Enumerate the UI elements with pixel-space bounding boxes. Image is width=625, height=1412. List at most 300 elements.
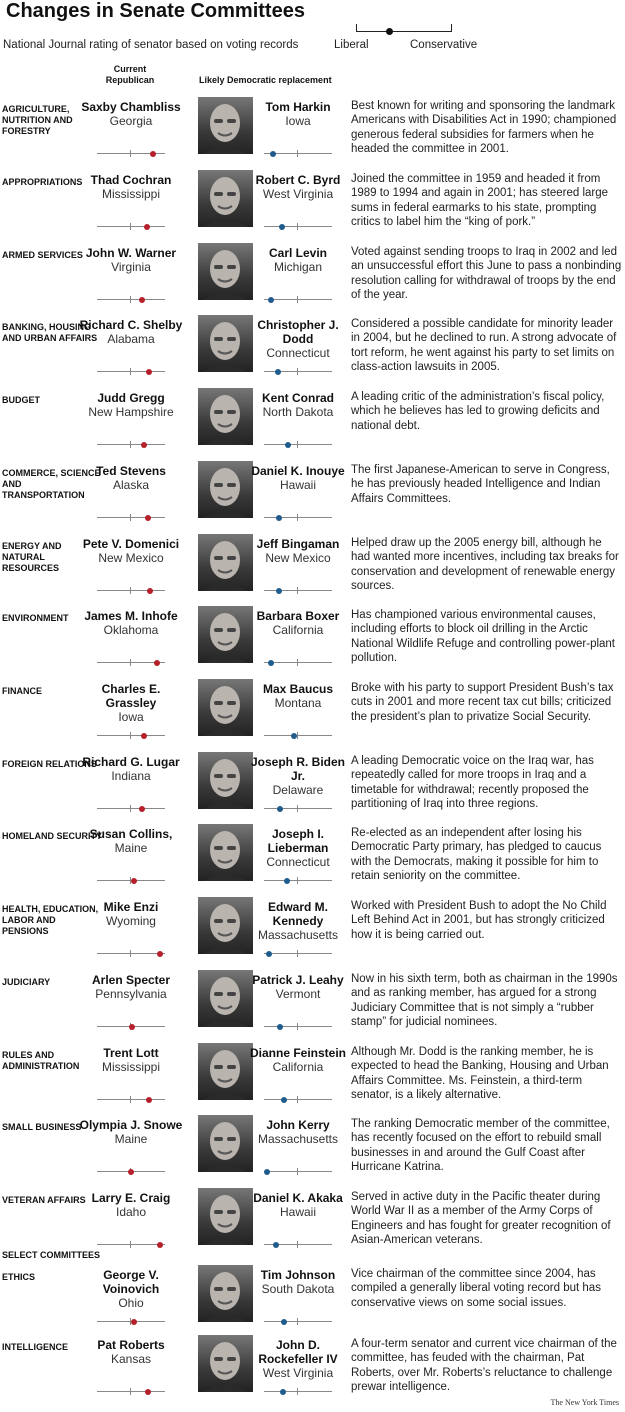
scale-line: [264, 1026, 332, 1027]
legend-dot: [386, 28, 393, 35]
senator-name: Tom Harkin: [265, 100, 331, 114]
dem-rating-scale: [264, 732, 332, 740]
republican-senator: [76, 318, 186, 346]
senator-state: West Virginia: [262, 1366, 334, 1380]
scale-midpoint: [130, 805, 131, 812]
scale-midpoint: [130, 150, 131, 157]
senator-state: New Hampshire: [88, 405, 174, 419]
democratic-senator: [243, 755, 353, 797]
subtitle: National Journal rating of senator based on voting records: [3, 39, 299, 51]
dem-rating-scale: [264, 877, 332, 885]
dem-rating-scale: [264, 950, 332, 958]
replacement-description: Worked with President Bush to adopt the No Child Left Behind Act in 2001, but has strongly criticized how it is being carried out.: [351, 900, 607, 941]
democratic-senator: [243, 609, 353, 637]
dem-rating-scale: [264, 1023, 332, 1031]
rep-rating-scale: [97, 1096, 165, 1104]
committee-name: COMMERCE, SCIENCE AND TRANSPORTATION: [2, 468, 101, 500]
senator-name: John Kerry: [266, 1118, 330, 1132]
senator-name: Robert C. Byrd: [255, 173, 341, 187]
legend-line: [356, 31, 451, 32]
committee-name: SMALL BUSINESS: [2, 1122, 82, 1132]
scale-line: [97, 1244, 165, 1245]
democratic-senator: [243, 318, 353, 360]
replacement-description: Served in active duty in the Pacific theater during World War II as a member of the Army Corps of Engineers and has fought for greater recognition of Asian-American veterans.: [351, 1191, 611, 1247]
scale-midpoint: [130, 587, 131, 594]
rep-rating-dot: [145, 515, 151, 521]
scale-line: [264, 880, 332, 881]
scale-midpoint: [297, 441, 298, 448]
democratic-senator: [243, 900, 353, 942]
rep-rating-scale: [97, 659, 165, 667]
committee-row: [0, 102, 625, 174]
senator-name: Richard C. Shelby: [79, 318, 183, 332]
rep-rating-scale: [97, 732, 165, 740]
replacement-description: Joined the committee in 1959 and headed it from 1989 to 1994 and again in 2001; has steered large sums in federal earmarks to his state, prompting critics to label him the “king of pork.”: [351, 173, 609, 229]
senator-state: Oklahoma: [103, 623, 159, 637]
senator-state: Ohio: [118, 1296, 144, 1310]
replacement-description: Now in his sixth term, both as chairman in the 1990s and as ranking member, has argued for a strong Judiciary Committee that is not simply a “rubber stamp” for judicial nominees.: [351, 973, 618, 1029]
scale-line: [97, 1391, 165, 1392]
replacement-description: Re-elected as an independent after losing his Democratic Party primary, has pledged to caucus with the Democrats, making it possible for him to retain seniority on the committee.: [351, 827, 602, 883]
senator-name: Mike Enzi: [103, 900, 159, 914]
scale-line: [264, 808, 332, 809]
scale-midpoint: [297, 223, 298, 230]
democratic-senator: [243, 1046, 353, 1074]
senator-state: Delaware: [272, 783, 324, 797]
dem-rating-scale: [264, 1096, 332, 1104]
republican-senator: [76, 1046, 186, 1074]
scale-midpoint: [297, 1096, 298, 1103]
scale-line: [97, 590, 165, 591]
replacement-description: The first Japanese-American to serve in Congress, he has previously headed Intelligence and Indian Affairs Committees.: [351, 464, 610, 505]
rep-rating-scale: [97, 1241, 165, 1249]
scale-line: [97, 226, 165, 227]
dem-rating-dot: [273, 1242, 279, 1248]
scale-line: [264, 1099, 332, 1100]
senator-state: Wyoming: [106, 914, 156, 928]
committee-name: INTELLIGENCE: [2, 1342, 69, 1352]
dem-rating-scale: [264, 223, 332, 231]
senator-name: James M. Inhofe: [84, 609, 178, 623]
senator-name: Max Baucus: [262, 682, 334, 696]
scale-midpoint: [297, 659, 298, 666]
republican-senator: [76, 391, 186, 419]
senator-name: Barbara Boxer: [256, 609, 340, 623]
rep-rating-scale: [97, 587, 165, 595]
legend-liberal-label: Liberal: [334, 39, 369, 51]
senator-name: Ted Stevens: [96, 464, 166, 478]
rep-rating-dot: [141, 733, 147, 739]
senator-state: Hawaii: [279, 1205, 316, 1219]
dem-rating-scale: [264, 150, 332, 158]
rep-rating-dot: [150, 151, 156, 157]
committee-row: [0, 466, 625, 538]
scale-line: [264, 590, 332, 591]
rep-rating-scale: [97, 514, 165, 522]
dem-rating-dot: [291, 733, 297, 739]
rep-rating-dot: [131, 878, 137, 884]
section-label-select-committees: SELECT COMMITTEES: [2, 1250, 101, 1260]
dem-rating-scale: [264, 296, 332, 304]
senator-state: Alaska: [112, 478, 150, 492]
scale-midpoint: [297, 296, 298, 303]
senator-state: Indiana: [111, 769, 151, 783]
committee-name: AGRICULTURE, NUTRITION AND FORESTRY: [2, 104, 73, 136]
republican-senator: [76, 900, 186, 928]
rep-rating-dot: [157, 951, 163, 957]
committee-row: [0, 1120, 625, 1192]
rep-rating-dot: [129, 1024, 135, 1030]
senator-state: Pennsylvania: [95, 987, 167, 1001]
scale-line: [264, 517, 332, 518]
scale-midpoint: [130, 732, 131, 739]
rep-rating-dot: [141, 442, 147, 448]
committee-name: HEALTH, EDUCATION, LABOR AND PENSIONS: [2, 904, 99, 936]
senator-state: Iowa: [118, 710, 144, 724]
scale-midpoint: [297, 514, 298, 521]
committee-row: [0, 829, 625, 901]
republican-senator: [76, 682, 186, 724]
democratic-senator: [243, 100, 353, 128]
scale-line: [264, 1321, 332, 1322]
senator-name: Judd Gregg: [97, 391, 165, 405]
scale-line: [97, 1099, 165, 1100]
scale-midpoint: [130, 1096, 131, 1103]
senator-name: Daniel K. Akaka: [253, 1191, 343, 1205]
dem-rating-dot: [270, 151, 276, 157]
replacement-description: The ranking Democratic member of the committee, has recently focused on the effort to rebuild small businesses in and around the Gulf Coast after Hurricane Katrina.: [351, 1118, 610, 1174]
dem-rating-dot: [264, 1169, 270, 1175]
rep-rating-dot: [146, 369, 152, 375]
committee-name: APPROPRIATIONS: [2, 177, 83, 187]
democratic-senator: [243, 1338, 353, 1380]
rep-rating-scale: [97, 223, 165, 231]
rep-rating-dot: [139, 806, 145, 812]
senator-state: Idaho: [115, 1205, 147, 1219]
dem-rating-scale: [264, 441, 332, 449]
republican-senator: [76, 173, 186, 201]
dem-rating-scale: [264, 1318, 332, 1326]
dem-rating-dot: [281, 1319, 287, 1325]
replacement-description: Voted against sending troops to Iraq in 2002 and led an unsuccessful effort this June to pass a nonbinding resolution calling for withdrawal of troops by the end of the year.: [351, 246, 622, 302]
scale-midpoint: [130, 950, 131, 957]
dem-rating-dot: [268, 297, 274, 303]
rep-rating-scale: [97, 150, 165, 158]
senator-name: Trent Lott: [103, 1046, 159, 1060]
senator-state: Maine: [114, 1132, 148, 1146]
republican-senator: [76, 1118, 186, 1146]
scale-midpoint: [297, 805, 298, 812]
senator-name: Kent Conrad: [262, 391, 334, 405]
rep-rating-scale: [97, 441, 165, 449]
scale-line: [97, 299, 165, 300]
scale-line: [264, 226, 332, 227]
scale-midpoint: [297, 1318, 298, 1325]
dem-rating-scale: [264, 659, 332, 667]
scale-midpoint: [297, 877, 298, 884]
senator-name: John D. Rockefeller IV: [258, 1338, 338, 1366]
rep-rating-scale: [97, 1023, 165, 1031]
senator-name: George V. Voinovich: [102, 1268, 160, 1296]
committee-name: FINANCE: [2, 686, 42, 696]
senator-name: Dianne Feinstein: [249, 1046, 347, 1060]
scale-midpoint: [297, 732, 298, 739]
dem-rating-scale: [264, 514, 332, 522]
replacement-description: Although Mr. Dodd is the ranking member, he is expected to head the Banking, Housing and Urban Affairs Committee. Ms. Feinstein, a third-term senator, is a likely alternative.: [351, 1046, 609, 1102]
democratic-senator: [243, 464, 353, 492]
democratic-senator: [243, 1268, 353, 1296]
senator-name: Joseph I. Lieberman: [267, 827, 329, 855]
scale-midpoint: [130, 296, 131, 303]
senator-name: Jeff Bingaman: [256, 537, 340, 551]
scale-midpoint: [297, 368, 298, 375]
scale-midpoint: [130, 368, 131, 375]
senator-state: Hawaii: [279, 478, 316, 492]
senator-state: North Dakota: [262, 405, 334, 419]
democratic-senator: [243, 173, 353, 201]
scale-midpoint: [130, 514, 131, 521]
scale-midpoint: [130, 223, 131, 230]
committee-row: [0, 539, 625, 611]
senator-state: South Dakota: [261, 1282, 335, 1296]
committee-row: [0, 611, 625, 683]
rep-rating-scale: [97, 877, 165, 885]
democratic-senator: [243, 827, 353, 869]
senator-state: Mississippi: [101, 1060, 160, 1074]
committee-row: [0, 175, 625, 247]
scale-line: [264, 1171, 332, 1172]
scale-midpoint: [130, 1241, 131, 1248]
scale-midpoint: [297, 1168, 298, 1175]
scale-line: [264, 735, 332, 736]
dem-rating-dot: [284, 878, 290, 884]
senator-state: New Mexico: [265, 551, 331, 565]
legend-tick-right: [451, 24, 452, 32]
committee-name: JUDICIARY: [2, 977, 51, 987]
senator-state: Maine: [114, 841, 148, 855]
replacement-description: A leading critic of the administration’s fiscal policy, which he believes has led to growing deficits and national debt.: [351, 391, 605, 432]
senator-state: Connecticut: [266, 346, 330, 360]
senator-name: Susan Collins,: [89, 827, 173, 841]
republican-senator: [76, 1338, 186, 1366]
replacement-description: Considered a possible candidate for minority leader in 2004, but he declined to run. A strong advocate of tort reform, he went against his party to set limits on class-action lawsuits in 2005.: [351, 318, 617, 374]
scale-midpoint: [297, 1023, 298, 1030]
republican-senator: [76, 464, 186, 492]
dem-rating-dot: [275, 369, 281, 375]
scale-line: [97, 953, 165, 954]
senator-state: Massachusetts: [257, 1132, 339, 1146]
senator-name: Patrick J. Leahy: [252, 973, 344, 987]
committee-row: [0, 1340, 625, 1412]
credit-line: The New York Times: [550, 1398, 619, 1407]
rep-rating-scale: [97, 1318, 165, 1326]
senator-state: Iowa: [285, 114, 311, 128]
rep-rating-dot: [145, 1389, 151, 1395]
committee-row: [0, 1048, 625, 1120]
rep-rating-scale: [97, 950, 165, 958]
senator-state: Alabama: [107, 332, 155, 346]
rep-rating-dot: [146, 1097, 152, 1103]
republican-senator: [76, 609, 186, 637]
senator-name: Saxby Chambliss: [81, 100, 181, 114]
replacement-description: A four-term senator and current vice chairman of the committee, has feuded with the chairman, Pat Roberts, over Mr. Roberts’s reluctance to challenge prewar intelligence.: [351, 1338, 617, 1394]
republican-senator: [76, 537, 186, 565]
legend-tick-left: [356, 24, 357, 32]
senator-state: Vermont: [275, 987, 321, 1001]
committee-name: ETHICS: [2, 1272, 36, 1282]
scale-midpoint: [297, 950, 298, 957]
committee-row: [0, 320, 625, 392]
rep-rating-scale: [97, 368, 165, 376]
senator-name: Larry E. Craig: [91, 1191, 171, 1205]
senator-state: Connecticut: [266, 855, 330, 869]
rep-rating-dot: [147, 588, 153, 594]
scale-line: [97, 371, 165, 372]
dem-rating-dot: [281, 1097, 287, 1103]
senator-name: Joseph R. Biden Jr.: [250, 755, 345, 783]
dem-rating-dot: [268, 660, 274, 666]
scale-line: [264, 299, 332, 300]
senator-name: Thad Cochran: [90, 173, 172, 187]
replacement-description: Best known for writing and sponsoring the landmark Americans with Disabilities Act in 1990; championed generous federal subsidies for farmers when he headed the committee in 2001.: [351, 100, 617, 156]
dem-rating-dot: [266, 951, 272, 957]
dem-rating-scale: [264, 1241, 332, 1249]
democratic-senator: [243, 391, 353, 419]
senator-name: Christopher J. Dodd: [257, 318, 339, 346]
rep-rating-scale: [97, 805, 165, 813]
senator-state: West Virginia: [262, 187, 334, 201]
scale-line: [264, 953, 332, 954]
scale-line: [264, 444, 332, 445]
committee-row: [0, 975, 625, 1047]
senator-name: John W. Warner: [85, 246, 177, 260]
committee-name: FOREIGN RELATIONS: [2, 759, 97, 769]
committee-row: [0, 393, 625, 465]
committee-row: [0, 902, 625, 974]
republican-senator: [76, 827, 186, 855]
replacement-description: Has championed various environmental causes, including efforts to block oil drilling in the Arctic National Wildlife Refuge and controlling power-plant pollution.: [351, 609, 616, 665]
dem-rating-dot: [280, 1389, 286, 1395]
senator-name: Pat Roberts: [97, 1338, 165, 1352]
senator-name: Arlen Specter: [91, 973, 171, 987]
scale-midpoint: [130, 441, 131, 448]
scale-midpoint: [297, 1241, 298, 1248]
senator-state: Massachusetts: [257, 928, 339, 942]
page-title: Changes in Senate Committees: [6, 0, 305, 22]
senator-name: Charles E. Grassley: [101, 682, 161, 710]
dem-rating-dot: [285, 442, 291, 448]
scale-midpoint: [297, 1388, 298, 1395]
republican-senator: [76, 100, 186, 128]
rep-rating-scale: [97, 296, 165, 304]
scale-midpoint: [130, 1388, 131, 1395]
republican-senator: [76, 246, 186, 274]
democratic-senator: [243, 1118, 353, 1146]
democratic-senator: [243, 682, 353, 710]
democratic-senator: [243, 537, 353, 565]
senator-name: Edward M. Kennedy: [267, 900, 328, 928]
democratic-senator: [243, 1191, 353, 1219]
democratic-senator: [243, 973, 353, 1001]
dem-rating-dot: [276, 515, 282, 521]
scale-line: [264, 662, 332, 663]
scale-midpoint: [297, 150, 298, 157]
senator-state: Kansas: [110, 1352, 152, 1366]
rep-rating-dot: [157, 1242, 163, 1248]
scale-line: [97, 444, 165, 445]
dem-rating-dot: [279, 224, 285, 230]
dem-rating-dot: [277, 806, 283, 812]
rep-rating-dot: [131, 1319, 137, 1325]
committee-name: ARMED SERVICES: [2, 250, 83, 260]
column-header-democrat: Likely Democratic replacement: [199, 75, 332, 85]
senator-state: Mississippi: [101, 187, 160, 201]
replacement-description: Broke with his party to support President Bush’s tax cuts in 2001 and more recent tax cut bills; criticized the president’s plan to privatize Social Security.: [351, 682, 614, 723]
committee-name: HOMELAND SECURITY: [2, 831, 103, 841]
senator-state: Montana: [274, 696, 322, 710]
rep-rating-scale: [97, 1388, 165, 1396]
scale-line: [97, 735, 165, 736]
dem-rating-scale: [264, 1388, 332, 1396]
rep-rating-dot: [128, 1169, 134, 1175]
senator-name: Olympia J. Snowe: [79, 1118, 183, 1132]
dem-rating-scale: [264, 1168, 332, 1176]
committee-name: ENERGY AND NATURAL RESOURCES: [2, 541, 62, 573]
committee-row: [0, 1270, 625, 1342]
committee-row: [0, 684, 625, 756]
scale-line: [97, 808, 165, 809]
scale-line: [264, 1391, 332, 1392]
dem-rating-scale: [264, 587, 332, 595]
senator-name: Daniel K. Inouye: [251, 464, 345, 478]
senator-state: California: [272, 623, 324, 637]
democratic-senator: [243, 246, 353, 274]
republican-senator: [76, 973, 186, 1001]
senator-name: Tim Johnson: [260, 1268, 336, 1282]
senator-state: Michigan: [273, 260, 323, 274]
legend-conservative-label: Conservative: [410, 39, 478, 51]
republican-senator: [76, 1268, 186, 1310]
dem-rating-dot: [276, 588, 282, 594]
republican-senator: [76, 1191, 186, 1219]
senator-name: Richard G. Lugar: [82, 755, 180, 769]
column-header-republican: Current Republican: [105, 64, 155, 85]
committee-name: ENVIRONMENT: [2, 613, 69, 623]
committee-name: VETERAN AFFAIRS: [2, 1195, 86, 1205]
committee-name: BANKING, HOUSING AND URBAN AFFAIRS: [2, 322, 98, 343]
replacement-description: Vice chairman of the committee since 2004, has compiled a generally liberal voting record but has conservative views on some social issues.: [351, 1268, 601, 1309]
senator-state: California: [272, 1060, 324, 1074]
senator-name: Carl Levin: [268, 246, 328, 260]
rep-rating-dot: [154, 660, 160, 666]
senator-name: Pete V. Domenici: [82, 537, 180, 551]
rep-rating-dot: [139, 297, 145, 303]
rep-rating-scale: [97, 1168, 165, 1176]
rep-rating-dot: [144, 224, 150, 230]
scale-midpoint: [297, 587, 298, 594]
scale-line: [97, 517, 165, 518]
committee-row: [0, 757, 625, 829]
republican-senator: [76, 755, 186, 783]
senator-state: Georgia: [109, 114, 153, 128]
replacement-description: Helped draw up the 2005 energy bill, although he had wanted more incentives, including tax breaks for conservation and development of renewable energy sources.: [351, 537, 619, 593]
dem-rating-scale: [264, 368, 332, 376]
replacement-description: A leading Democratic voice on the Iraq war, has repeatedly called for more troops in Iraq and a timetable for withdrawal; recently proposed the partitioning of Iraq into three regions.: [351, 755, 594, 811]
scale-midpoint: [130, 659, 131, 666]
senator-state: New Mexico: [98, 551, 164, 565]
committee-name: BUDGET: [2, 395, 40, 405]
senator-state: Virginia: [111, 260, 151, 274]
